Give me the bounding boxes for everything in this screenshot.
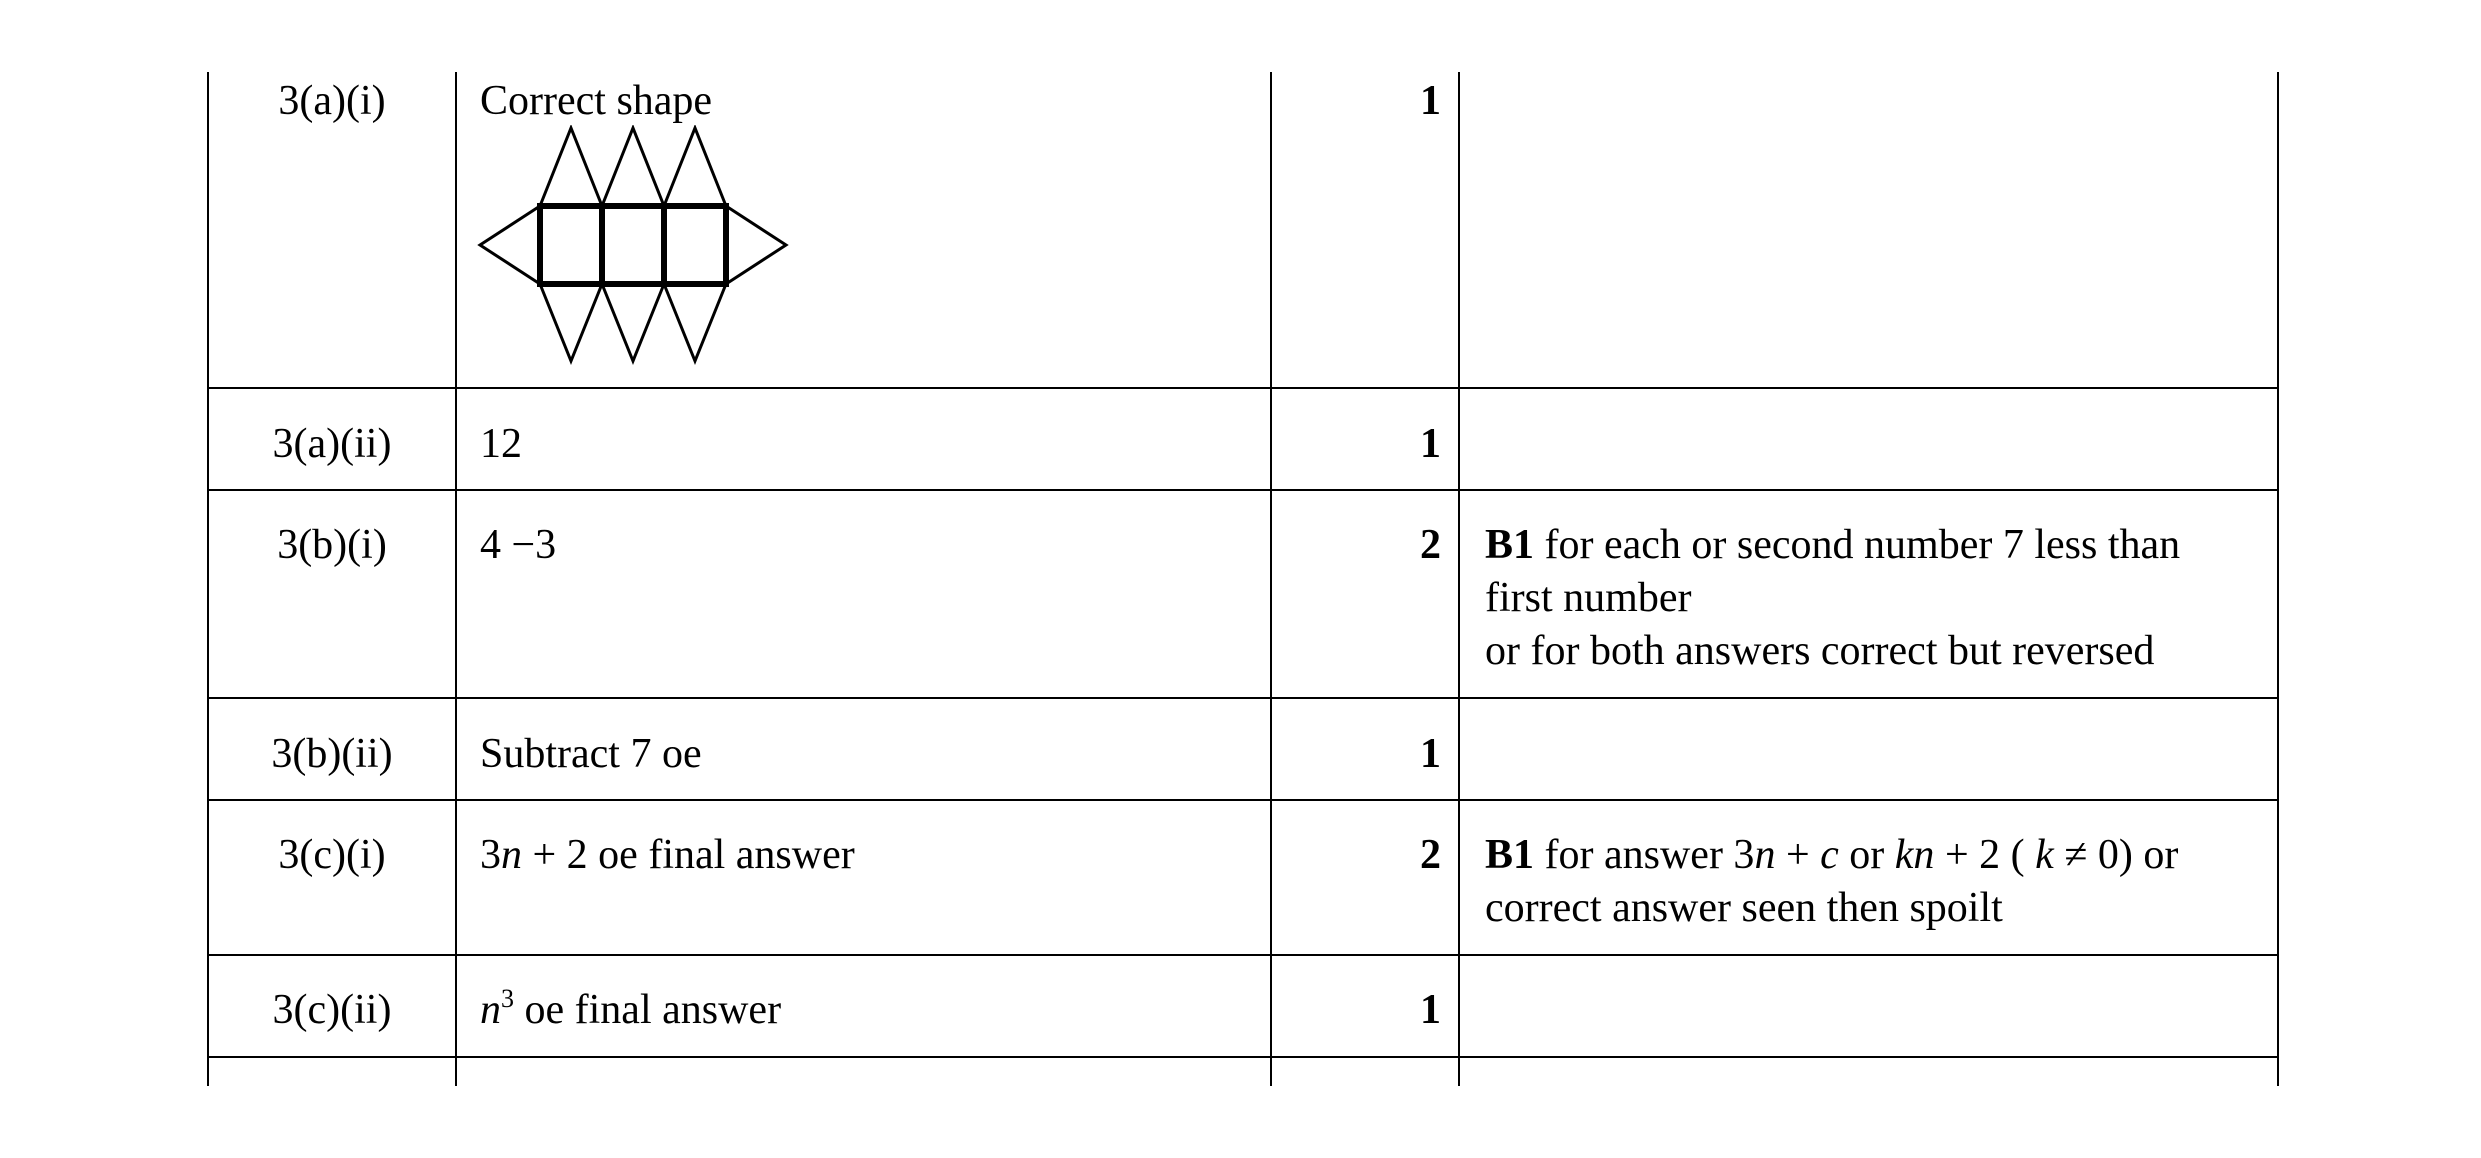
column-border [1458, 72, 1460, 1086]
question-number: 3(b)(ii) [271, 731, 393, 777]
guidance-mark-code: B1 [1485, 832, 1535, 878]
guidance-variable: n [1754, 832, 1776, 878]
mark-value: 1 [1420, 987, 1441, 1033]
guidance-part: for answer 3 [1534, 832, 1755, 878]
column-border [455, 72, 457, 1086]
guidance-line: correct answer seen then spoilt [1485, 885, 2003, 931]
question-number: 3(a)(i) [278, 78, 386, 124]
mark-value: 1 [1420, 421, 1441, 467]
row-border [207, 799, 2279, 801]
row-border [207, 489, 2279, 491]
mark-value: 2 [1420, 832, 1441, 878]
answer-variable: n [501, 832, 522, 878]
prism-net-diagram [476, 125, 796, 365]
answer-text [480, 829, 855, 882]
mark-value: 1 [1420, 78, 1441, 124]
answer-variable: n [480, 987, 501, 1033]
row-border [207, 387, 2279, 389]
guidance-variable: kn [1894, 832, 1935, 878]
row-border [207, 954, 2279, 956]
answer-part: + 2 oe final answer [522, 832, 855, 878]
guidance-text [1485, 829, 2178, 882]
guidance-text [1485, 519, 2180, 572]
question-number: 3(a)(ii) [272, 421, 392, 467]
column-border [2277, 72, 2279, 1086]
guidance-line: for each or second number 7 less than [1534, 522, 2181, 568]
answer-part: oe final answer [514, 987, 782, 1033]
answer-text [480, 984, 781, 1041]
column-border [207, 72, 209, 1086]
row-border [207, 697, 2279, 699]
guidance-line: or for both answers correct but reversed [1485, 628, 2155, 674]
mark-value: 2 [1420, 522, 1441, 568]
guidance-variable: k [2035, 832, 2054, 878]
answer-part: 3 [480, 832, 501, 878]
row-border [207, 1056, 2279, 1058]
column-border [1270, 72, 1272, 1086]
answer-text: 4 −3 [480, 522, 557, 568]
question-number: 3(c)(i) [278, 832, 386, 878]
answer-text: Subtract 7 oe [480, 731, 702, 777]
guidance-part: or [1838, 832, 1895, 878]
answer-text: Correct shape [480, 78, 713, 124]
guidance-variable: c [1820, 832, 1839, 878]
mark-value: 1 [1420, 731, 1441, 777]
answer-text: 12 [480, 421, 522, 467]
guidance-part: ≠ 0) or [2053, 832, 2179, 878]
guidance-part: + [1775, 832, 1821, 878]
question-number: 3(b)(i) [277, 522, 387, 568]
guidance-part: + 2 ( [1934, 832, 2036, 878]
question-number: 3(c)(ii) [272, 987, 392, 1033]
answer-exponent: 3 [501, 984, 514, 1013]
guidance-mark-code: B1 [1485, 522, 1535, 568]
guidance-line: first number [1485, 575, 1692, 621]
